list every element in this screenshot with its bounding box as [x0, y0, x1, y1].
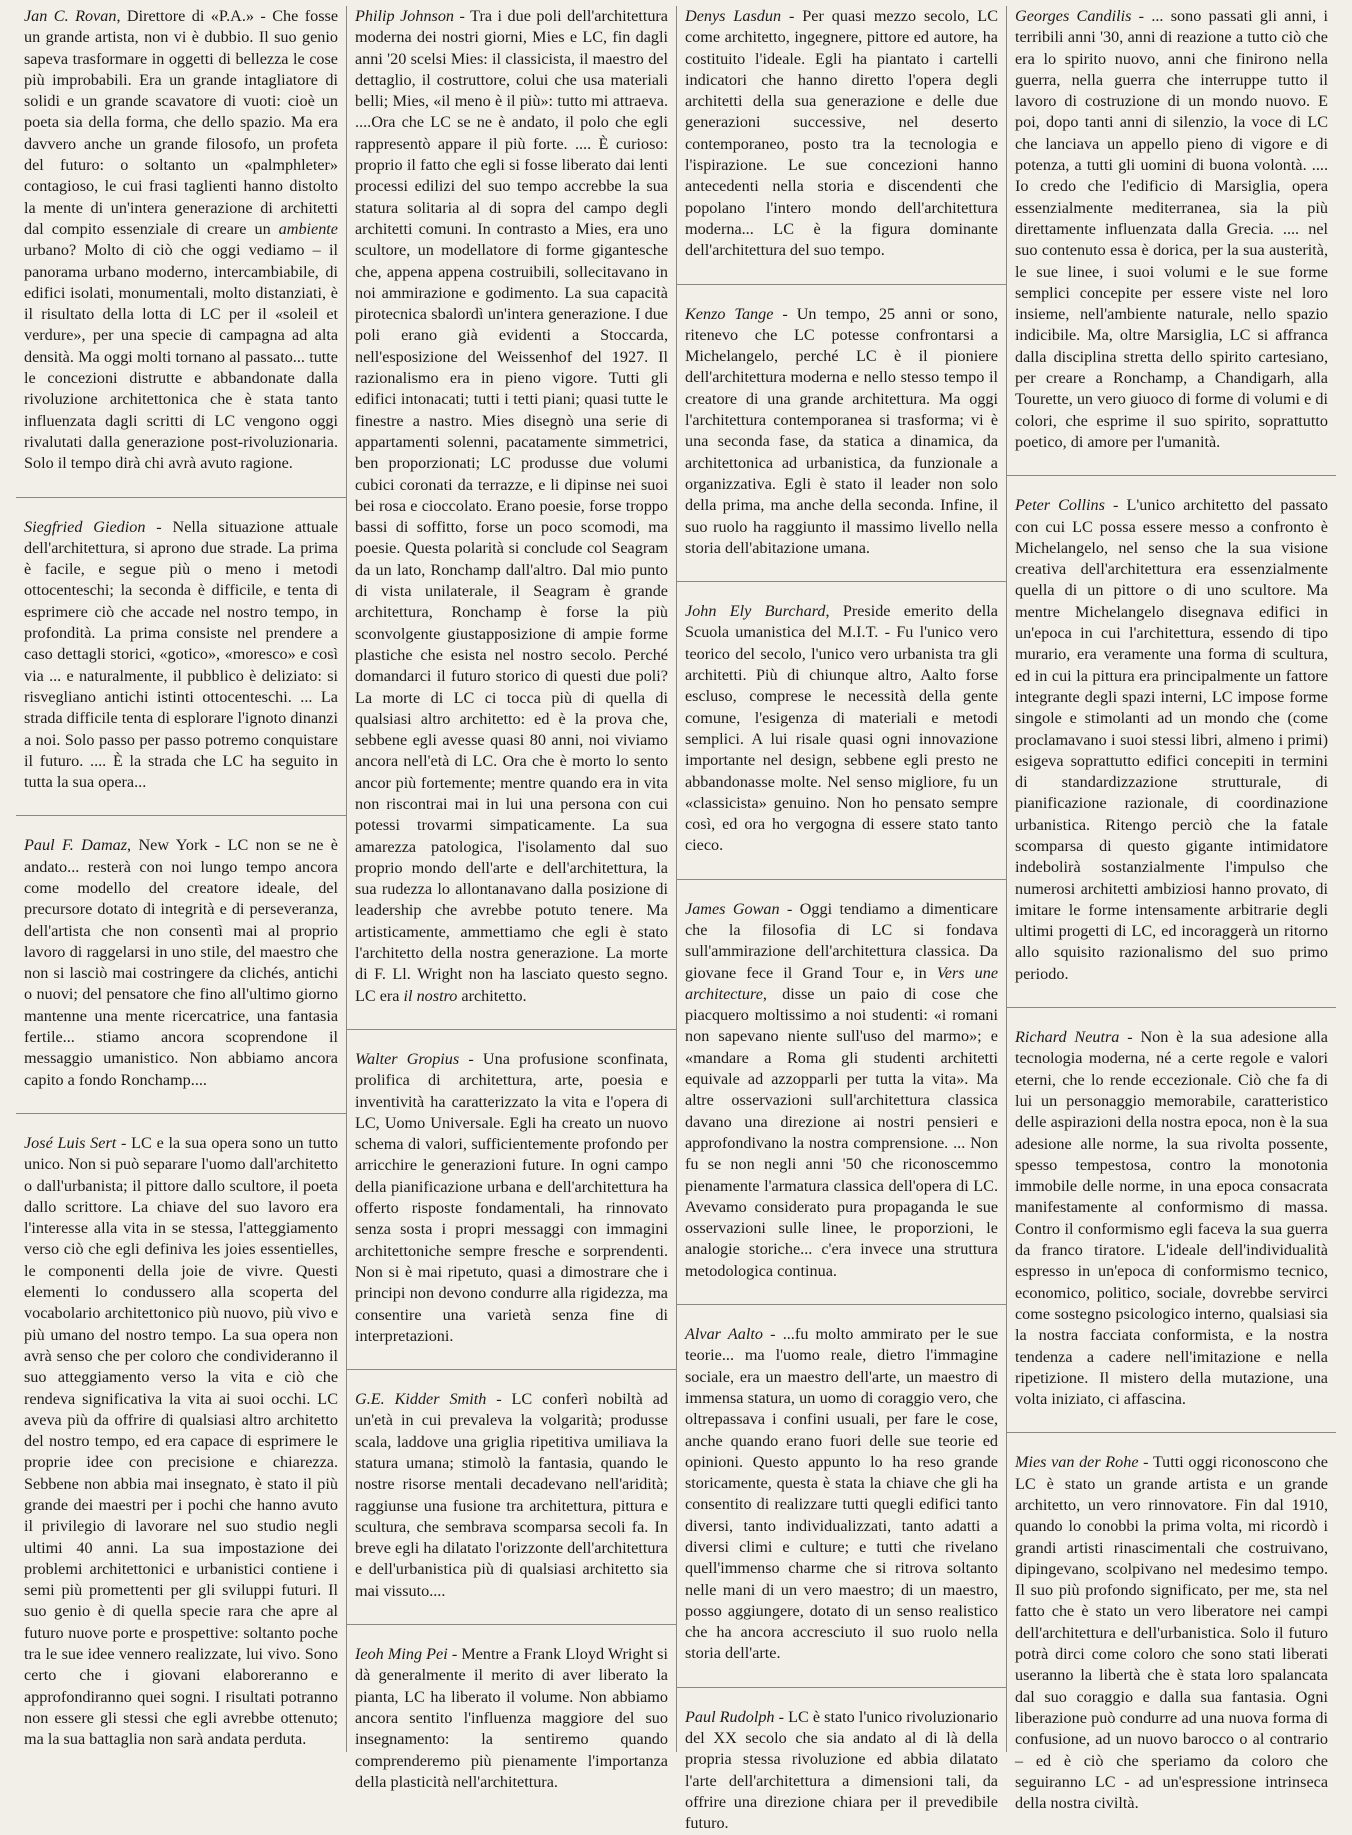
- author-name: John Ely Burchard: [685, 602, 826, 621]
- author-affiliation: , New York: [127, 836, 208, 855]
- entry-gowan: [685, 899, 998, 1282]
- entry-text-tail: urbano? Molto di ciò che oggi vediamo – il panorama urbano moderno, intercambiabile, di edifici isolati, monumentali, molto distanziati, è il risultato della lotta di LC per il «soleil et verdure», per una specie di campagna ad alta densità. Ma oggi molti tornano al passato... tutte le concezioni distrutte e abbandonate dalla rivoluzione architettonica che è stata tanto influenzata dagli scritti di LC vengono oggi rivalutati dalla generazione post-rivoluzionaria. Solo il tempo dirà chi avrà avuto ragione.: [24, 241, 338, 473]
- entry-text: - LC non se ne è andato... resterà con noi lungo tempo ancora come modello del creatore ideale, del precursore dotato di integrità e di perseveranza, dell'artista che non consentì mai al proprio lavoro di raggelarsi in uno stile, del maestro che non si lasciò mai costringere da clichés, antichi o nuovi; del pensatore che fino all'ultimo giorno mantenne una mente ricercatrice, una fantasia fertile... stiamo ancora scoprendone il messaggio umanistico. Non abbiamo ancora capito a fondo Ronchamp....: [24, 836, 338, 1089]
- author-affiliation: , Preside emerito della Scuola umanistica del M.I.T.: [685, 602, 998, 642]
- divider: [677, 581, 1006, 582]
- divider: [347, 1369, 676, 1370]
- entry-collins: [1015, 495, 1328, 985]
- divider: [16, 1113, 346, 1114]
- entry-text-tail: , disse un paio di cose che piacquero moltissimo a noi studenti: «i romani non sapevano niente sull'uso del marmo»; e «mandare a Roma gli studenti architetti equivale ad azzopparli per tutta la vita». Ma altre osservazioni sull'architettura classica davano una direzione ai nostri pensieri e approfondivano la nostra comprensione. ... Non fu se non negli anni '50 che riconoscemmo pienamente l'armatura classica dell'opera di LC. Avevamo considerato pura propaganda le sue osservazioni sulle linee, le proporzioni, le analogie storiche... c'era invece una struttura metodologica continua.: [685, 984, 998, 1280]
- column-3: [676, 6, 1006, 1833]
- entry-text: - Oggi tendiamo a dimenticare che la filosofia di LC si fondava sull'ammirazione dell'architettura classica. Da giovane fece il Grand Tour e, in: [685, 899, 998, 982]
- entry-johnson: [355, 6, 668, 1007]
- column-4: [1006, 6, 1336, 1813]
- entry-giedion: [24, 517, 338, 794]
- entry-rudolph: [685, 1707, 998, 1835]
- divider: [677, 1687, 1006, 1688]
- entry-rovan: [24, 6, 338, 475]
- entry-text: - Nella situazione attuale dell'architettura, si aprono due strade. La prima è facile, e segue più o meno i metodi ottocenteschi; la seconda è difficile, e tenta di esprimere ciò che accade nel nostro tempo, in profondità. La prima consiste nel prendere a caso dettagli storici, «gotico», «moresco» e così via ... e naturalmente, il pubblico è deliziato: si risvegliano antichi istinti ottocenteschi. ... La strada difficile tenta di esplorare l'ignoto dinanzi a noi. Solo passo per passo potremo conquistare il futuro. .... È la strada che LC ha seguito in tutta la sua opera...: [24, 517, 339, 792]
- divider: [677, 284, 1006, 285]
- entry-tange: [685, 304, 998, 560]
- entry-text: - L'unico architetto del passato con cui LC possa essere messo a confronto è Michelangelo, nel senso che la sua visione creativa dell'architettura era essenzialmente quella di un pittore o di uno scultore. Ma mentre Michelangelo disegnava edifici in un'epoca in cui l'architettura, essendo di tipo murario, era veramente una forma di scultura, ed in cui la pittura era principalmente un fattore integrante degli spazi interni, LC impose forme singole e stimolanti ad un mondo che (come proclamavano i suoi stessi libri, almeno i primi) esigeva soprattutto edifici concepiti in termini di standardizzazione strutturale, di pianificazione razionale, di coordinazione urbanistica. Ritengo perciò che la fatale scomparsa di questo gigante intimidatore indebolirà sostanzialmente l'impulso che numerosi architetti ambiziosi hanno provato, di imitare le forme intensamente arbitrarie degli ultimi progetti di LC, ed incoraggerà un ritorno allo squisito razionalismo del suo primo periodo.: [1015, 496, 1328, 983]
- entry-kidder-smith: [355, 1389, 668, 1602]
- entry-gropius: [355, 1049, 668, 1347]
- author-name: Peter Collins: [1015, 496, 1105, 515]
- entry-sert: [24, 1133, 338, 1751]
- author-name: Kenzo Tange: [685, 304, 774, 323]
- divider: [677, 1304, 1006, 1305]
- author-name: Siegfried Giedion: [24, 517, 146, 536]
- entry-text: - LC e la sua opera sono un tutto unico. Non si può separare l'uomo dall'architetto o dall'urbanista; il pittore dallo scultore, il poeta dallo scrittore. La chiave del suo lavoro era l'interesse alla vita in se stessa, l'atteggiamento verso ciò che egli definiva les joies essentielles, le componenti della joie de vivre. Questi elementi lo condussero alla scoperta del vocabolario architettonico più nuovo, più vivo e più umano del nostro tempo. La sua opera non avrà senso che per coloro che condivideranno il suo atteggiamento verso la vita e ciò che rendeva significativa la vita ai suoi occhi. LC aveva più da offrire di qualsiasi altro architetto del nostro tempo, ed era capace di esprimere le proprie idee con precisione e chiarezza. Sebbene non abbia mai insegnato, è stato il più grande dei maestri per i pochi che hanno avuto il privilegio di lavorare nel suo studio negli ultimi 40 anni. La sua impostazione dei problemi architettonici e urbanistici contiene i semi più promettenti per gli sviluppi futuri. Il suo genio è di quella specie rara che apre al futuro nuove porte e prospettive: soltanto poche tra le sue idee vennero realizzate, lui vivo. Sono certo che i giovani elaboreranno e approfondiranno quei sogni. I risultati potranno non essere gli stessi che egli avrebbe ottenuto; ma la sua battaglia non sarà andata perduta.: [24, 1133, 338, 1749]
- author-name: Georges Candilis: [1015, 7, 1132, 25]
- entry-text: - Un tempo, 25 anni or sono, ritenevo che LC potesse confrontarsi a Michelangelo, perché LC è il pioniere dell'architettura moderna e nello stesso tempo il creatore di una grande architettura. Ma oggi l'architettura contemporanea si trasforma; vi è una seconda fase, da statica a dinamica, da architettonica ad urbanistica, da funzionale a organizzativa. Egli è stato il leader non solo della prima, ma anche della seconda. Infine, il suo ruolo ha raggiunto il massimo livello nella storia dell'abitazione umana.: [685, 304, 998, 557]
- author-name: Paul F. Damaz: [24, 836, 128, 855]
- entry-text-tail: architetto.: [457, 986, 527, 1005]
- author-name: Walter Gropius: [355, 1049, 460, 1068]
- entry-text: - Tra i due poli dell'architettura moderna dei nostri giorni, Mies e LC, fin dagli anni '20 scelsi Mies: il classicista, il maestro del dettaglio, il costruttore, colui che usa materiali belli; Mies, «il meno è il più»: tutto mi attraeva. ....Ora che LC se ne è andato, il polo che egli rappresentò appare il più forte. .... È curioso: proprio il fatto che egli si fosse liberato dai lenti processi edilizi del suo tempo accrebbe la sua statura solitaria al di sopra del campo degli architetti comuni. In contrasto a Mies, era uno scultore, un modellatore di forme gigantesche che, appena appena costruibili, sollecitavano in noi ammirazione e godimento. La sua capacità pirotecnica sbalordì un'intera generazione. I due poli erano già evidenti a Stoccarda, nell'esposizione del Weissenhof del 1927. Il razionalismo era in pieno vigore. Tutti gli edifici intonacati; tutti i tetti piani; quasi tutte le finestre a nastro. Mies disegnò una serie di appartamenti solenni, pacatamente simmetrici, ben proporzionati; LC produsse due volumi cubici coronati da terrazze, e li dipinse nei suoi bei rosa e cioccolato. Erano poesie, forse troppo bassi di soffitto, forse un poco scomodi, ma poesie. Questa polarità si conclude col Seagram da un lato, Ronchamp dall'altro. Dal mio punto di vista unilaterale, il Seagram è grande architettura, Ronchamp è forse la più sconvolgente giustapposizione di ampie forme plastiche che esista nel nostro secolo. Perché domandarci il futuro storico di questi due poli? La morte di LC ci tocca più di quella di qualsiasi altro architetto: ed è la prova che, sebbene egli avesse quasi 80 anni, noi viviamo ancora nell'età di LC. Ora che è morto lo sento ancor più fortemente; mentre quando era in vita non riscontrai mai in lui una persona con cui potessi trovarmi simpaticamente. La sua amarezza patologica, l'isolamento dal suo proprio mondo dell'arte e dell'architettura, la sua rudezza lo allontanavano dalla posizione di leadership che avrebbe potuto tenere. Ma artisticamente, ammettiamo che egli è stato l'architetto della nostra generazione. La morte di F. Ll. Wright non ha lasciato questo segno. LC era: [355, 7, 668, 1005]
- author-name: Denys Lasdun: [685, 7, 782, 25]
- entry-text: - LC conferì nobiltà ad un'età in cui prevaleva la volgarità; produsse scala, laddove una griglia ripetitiva umiliava la statura umana; stimolò la fantasia, quando le nostre risorse mentali decadevano nell'aridità; raggiunse una fusione tra architettura, pittura e scultura, che sembrava scomparsa secoli fa. In breve egli ha dilatato l'orizzonte dell'architettura e dell'urbanistica più di qualsiasi architetto sia mai vissuto....: [355, 1390, 668, 1600]
- entry-text: - Fu l'unico vero teorico del secolo, l'unico vero urbanista tra gli architetti. Più di chiunque altro, Aalto forse escluso, compresе le necessità della gente comune, l'esigenza di materiali e metodi semplici. A lui risale quasi ogni innovazione importante nel design, sebbene egli presto ne abbandonasse molte. Nel senso migliore, fu un «classicista» genuino. Non ho pensato sempre così, ed ora ho vergogna di essere stato tanto cieco.: [685, 623, 998, 855]
- divider: [347, 1029, 676, 1030]
- entry-aalto: [685, 1324, 998, 1665]
- author-name: Philip Johnson: [355, 7, 455, 25]
- entry-text: - ... sono passati gli anni, i terribili anni '30, anni di reazione a tutto ciò che era lo spirito nuovo, anni che finirono nella guerra, nella guerra che interruppe tutto il lavoro di costruzione di un mondo nuovo. E poi, dopo tanti anni di silenzio, la voce di LC che lanciava un appello pieno di vigore e di potenza, a tutti gli uomini di buona volontà. .... Io credo che l'edificio di Marsiglia, opera essenzialmente mediterranea, sia la più direttamente influenzata dalla Grecia. .... nel suo contenuto essa è dorica, per la sua austerità, le sue linee, i suoi volumi e le sue forme semplici concepite per essere viste nel loro insieme, nell'ambiente naturale, nello spazio indicibile. Ma, oltre Marsiglia, LC si affranca dalla disciplina stretta dello spirito cartesiano, per creare a Ronchamp, a Chandigarh, alla Tourette, un vero giuoco di forme di volumi e di colori, che esprime il suo spirito, soprattutto poetico, di amore per l'umanità.: [1015, 7, 1328, 451]
- entry-emphasis: Vers une architecture: [685, 963, 998, 1003]
- entry-text: - Che fosse un grande artista, non vi è dubbio. Il suo genio sapeva trasformare in oggetti di bellezza le cose più improbabili. Era un grande intagliatore di solidi e un grande scavatore di vuoti: cioè un poeta sia della forma, che dello spazio. Ma era davvero anche un grande filosofo, un profeta del futuro: o soltanto un «palmphleter» contagioso, le cui frasi taglienti hanno distolto la mente di un'intera generazione di architetti dal compito essenziale di creare un: [24, 7, 339, 238]
- entry-text: - Una profusione sconfinata, prolifica di architettura, arte, poesia e inventività ha caratterizzato la vita e l'opera di LC, Uomo Universale. Egli ha creato un nuovo schema di valori, sufficientemente profondo per arricchire le generazioni future. In ogni campo della pianificazione urbana e dell'architettura ha offerto risposte fondamentali, ha rinnovato senza sosta i propri messaggi con immagini architettoniche sempre fresche e sorprendenti. Non si è mai ripetuto, quasi a dimostrare che i principi non devono condurre alla rigidezza, ma consentire una varietà senza fine di interpretazioni.: [355, 1049, 668, 1345]
- author-name: Paul Rudolph: [685, 1707, 775, 1726]
- entry-mies: [1015, 1452, 1328, 1814]
- entry-text: - ...fu molto ammirato per le sue teorie... ma l'uomo reale, dietro l'immagine sociale, era un maestro dell'arte, un maestro di immensa statura, un uomo di coraggio vero, che oltrepassava i confini usuali, per fare le cose, anche quando erano fuori delle sue teorie ed opinioni. Questo appunto lo ha reso grande storicamente, questa è stata la chiave che gli ha consentito di realizzare tutti quegli edifici tanto diversi, tanto individualizzati, tanto adatti a diversi climi e culture; e tutti che rivelano quell'immenso charme che si ritrova soltanto nelle mani di un vero maestro; di un maestro, posso aggiungere, dotato di un senso realistico che ha ancora accresciuto il suo ruolo nella storia dell'arte.: [685, 1325, 998, 1663]
- author-name: Mies van der Rohe: [1015, 1453, 1139, 1472]
- divider: [1007, 1432, 1336, 1433]
- divider: [347, 1624, 676, 1625]
- entry-lasdun: [685, 6, 998, 262]
- divider: [677, 879, 1006, 880]
- entry-burchard: [685, 601, 998, 857]
- entry-emphasis: il nostro: [403, 986, 458, 1005]
- divider: [1007, 1007, 1336, 1008]
- entry-text: - Mentre a Frank Lloyd Wright si dà generalmente il merito di aver liberato la pianta, LC ha liberato il volume. Non abbiamo ancora sentito l'influenza maggiore del suo insegnamento: la sentiremo quando comprenderemo più pienamente l'importanza della plasticità nell'architettura.: [355, 1645, 668, 1791]
- entry-pei: [355, 1644, 668, 1793]
- entry-neutra: [1015, 1027, 1328, 1410]
- author-name: Ieoh Ming Pei: [355, 1645, 448, 1664]
- divider: [16, 497, 346, 498]
- author-name: G.E. Kidder Smith: [355, 1390, 487, 1409]
- entry-text: - Per quasi mezzo secolo, LC come architetto, ingegnere, pittore ed autore, ha costituito l'ideale. Egli ha piantato i cartelli indicatori che hanno diretto l'opera degli architetti della sua generazione e delle due generazioni successive, nel deserto contemporaneo, posto tra la tecnologia e l'ispirazione. Le sue concezioni hanno antecedenti nella storia e discendenti che popolano l'intero mondo dell'architettura moderna... LC è la figura dominante dell'architettura del suo tempo.: [685, 7, 998, 260]
- column-1: [16, 6, 346, 1752]
- entry-emphasis: ambiente: [278, 219, 338, 238]
- column-2: [346, 6, 676, 1791]
- author-name: James Gowan: [685, 899, 780, 918]
- entry-text: - Non è la sua adesione alla tecnologia moderna, né a certe regole e valori eterni, che lo rende eccezionale. Ciò che fa di lui un personaggio memorabile, caratteristico delle aspirazioni della nostra epoca, non è la sua adesione alle norme, la sua rivolta possente, spesso tempestosa, contro la monotonia immobile delle norme, in una epoca consacrata manifestamente al conformismo di massa. Contro il conformismo egli faceva la sua guerra da franco tiratore. L'ideale dell'individualità espresso in un'epoca di conformismo tecnico, economico, politico, sociale, dovrebbe servirci come sostegno psicologico interno, qualsiasi sia la nostra facciata conformista, e la nostra tendenza a cadere nell'imitazione e nella ripetizione. Il mistero della mutazione, una volta iniziato, ci affascina.: [1015, 1028, 1328, 1409]
- entry-text: - LC è stato l'unico rivoluzionario del XX secolo che sia andato al di là della propria stessa rivoluzione ed abbia dilatato l'arte dell'architettura a dimensioni tali, da offrire una direzione chiara per il prevedibile futuro.: [685, 1707, 998, 1833]
- entry-damaz: [24, 835, 338, 1091]
- author-name: José Luis Sert: [24, 1133, 117, 1152]
- entry-text: - Tutti oggi riconoscono che LC è stato un grande artista e un grande architetto, un vero rinnovatore. Fin dal 1910, quando lo conobbi la prima volta, mi ricordò i grandi artisti rinascimentali che costruivano, dipingevano, scolpivano nel medesimo tempo. Il suo più profondo significato, per me, sta nel fatto che è stato un vero liberatore nei campi dell'architettura e dell'urbanistica. Solo il futuro potrà dirci come coloro che sono stati liberati useranno la libertà che è stata loro spalancata dal suo coraggio e dalla sua fantasia. Ogni liberazione può condurre ad una nuova forma di confusione, ad un nuovo barocco o al contrario – ed è ciò che speriamo da coloro che seguiranno LC - ad un'espressione intrinseca della nostra civiltà.: [1015, 1453, 1328, 1813]
- author-name: Jan C. Rovan: [24, 7, 117, 25]
- author-name: Alvar Aalto: [685, 1325, 763, 1344]
- divider: [1007, 475, 1336, 476]
- entry-candilis: [1015, 6, 1328, 453]
- divider: [16, 815, 346, 816]
- author-name: Richard Neutra: [1015, 1028, 1120, 1047]
- author-affiliation: , Direttore di «P.A.»: [116, 7, 254, 25]
